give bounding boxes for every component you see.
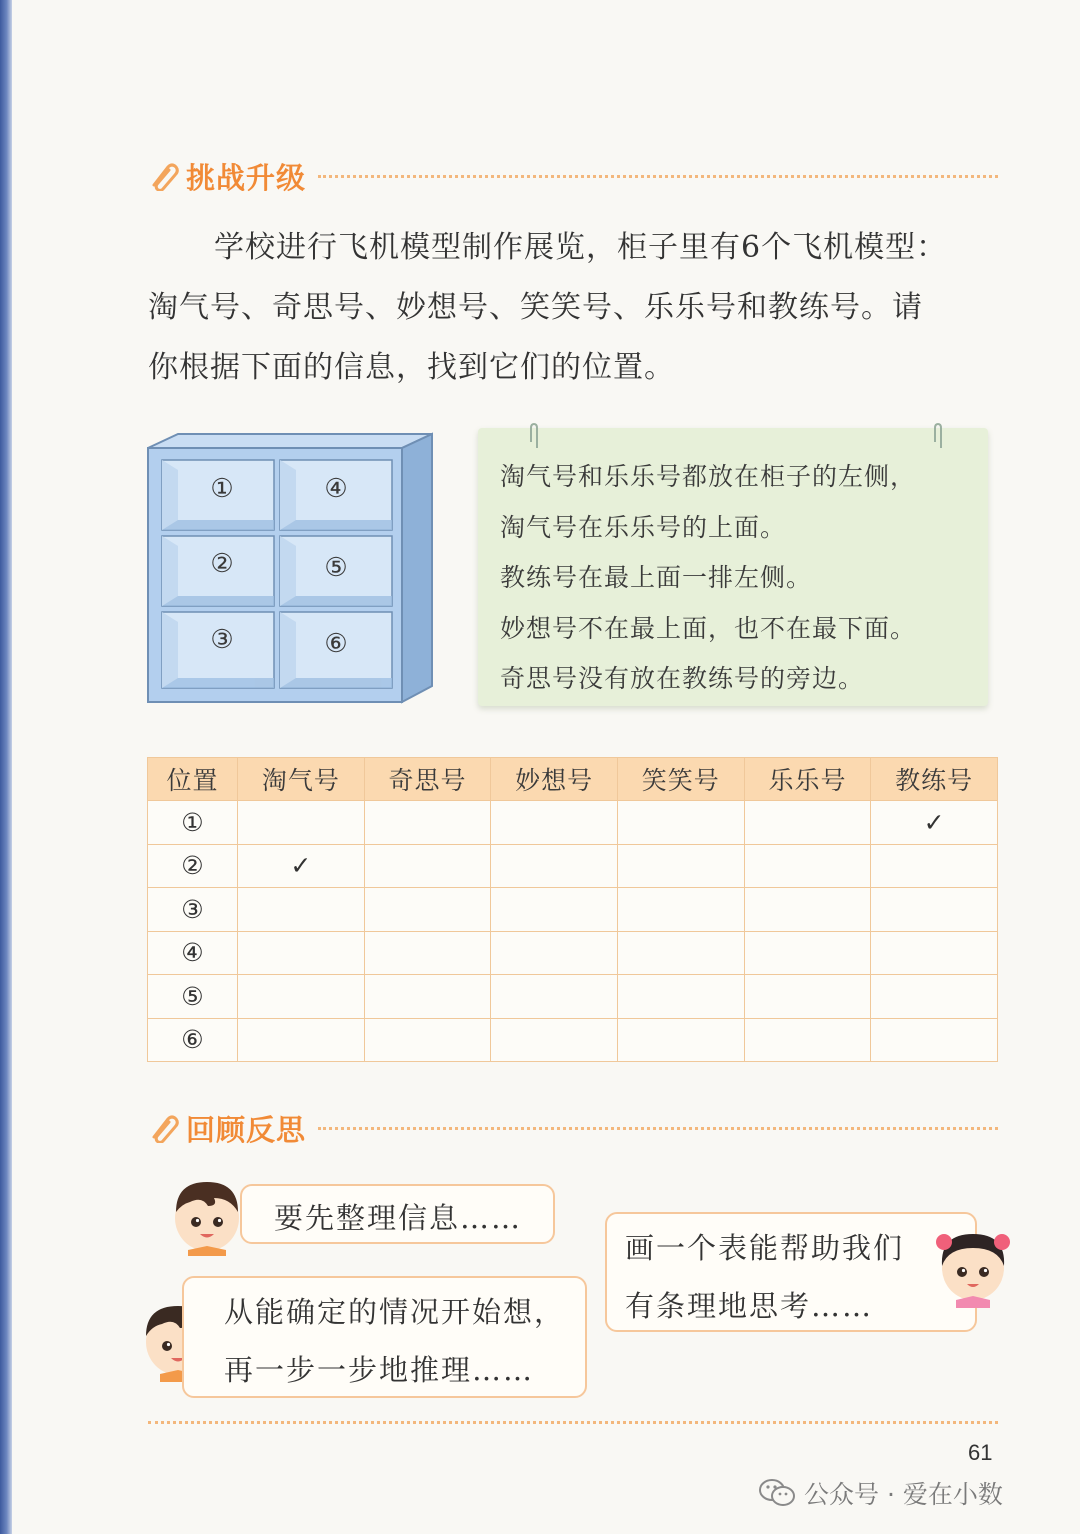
slot-label: ⑤ bbox=[324, 553, 348, 583]
table-row bbox=[148, 844, 998, 888]
table-cell[interactable] bbox=[617, 931, 744, 975]
problem-paragraph bbox=[148, 218, 1000, 398]
clue-line: 教练号在最上面一排左侧。 bbox=[500, 563, 813, 592]
table-cell[interactable] bbox=[491, 931, 618, 975]
watermark-text: 公众号 · 爱在小数 bbox=[804, 1480, 1003, 1509]
table-cell[interactable] bbox=[491, 844, 618, 888]
table-cell[interactable] bbox=[364, 975, 491, 1019]
table-cell[interactable] bbox=[744, 801, 871, 845]
table-header-cell: 淘气号 bbox=[238, 758, 365, 801]
table-cell[interactable] bbox=[364, 1018, 491, 1062]
table-cell[interactable] bbox=[617, 1018, 744, 1062]
table-cell[interactable] bbox=[491, 888, 618, 932]
position-cell: ⑥ bbox=[148, 1018, 238, 1062]
table-header-cell: 乐乐号 bbox=[744, 758, 871, 801]
table-cell[interactable] bbox=[238, 931, 365, 975]
position-cell: ④ bbox=[148, 931, 238, 975]
bubble-text: 有条理地思考…… bbox=[625, 1289, 874, 1323]
paperclip-icon bbox=[530, 422, 544, 450]
clue-list bbox=[500, 452, 980, 705]
table-cell[interactable] bbox=[491, 975, 618, 1019]
table-cell[interactable] bbox=[364, 801, 491, 845]
table-header-cell: 奇思号 bbox=[364, 758, 491, 801]
table-header-cell: 教练号 bbox=[871, 758, 998, 801]
challenge-heading bbox=[148, 154, 998, 198]
table-cell[interactable] bbox=[744, 931, 871, 975]
table-row bbox=[148, 931, 998, 975]
clue-line: 淘气号在乐乐号的上面。 bbox=[500, 512, 787, 542]
watermark bbox=[758, 1475, 1003, 1511]
position-cell: ③ bbox=[148, 888, 238, 932]
bubble-text: 要先整理信息…… bbox=[274, 1201, 523, 1235]
cabinet-illustration bbox=[140, 432, 440, 714]
paragraph-line: 学校进行飞机模型制作展览，柜子里有6个飞机模型： bbox=[214, 230, 948, 265]
paragraph-line: 你根据下面的信息，找到它们的位置。 bbox=[148, 350, 675, 385]
boy-avatar-icon bbox=[168, 1172, 246, 1256]
table-cell[interactable] bbox=[744, 1018, 871, 1062]
table-row bbox=[148, 801, 998, 845]
bubble-text: 从能确定的情况开始想， bbox=[224, 1295, 566, 1329]
review-heading bbox=[148, 1106, 998, 1150]
table-cell[interactable]: ✓ bbox=[871, 801, 998, 845]
clue-line: 妙想号不在最上面，也不在最下面。 bbox=[500, 613, 917, 643]
table-cell[interactable] bbox=[364, 931, 491, 975]
table-cell[interactable] bbox=[744, 844, 871, 888]
position-cell: ⑤ bbox=[148, 975, 238, 1019]
table-cell[interactable] bbox=[238, 888, 365, 932]
table-cell[interactable] bbox=[238, 1018, 365, 1062]
cabinet-side bbox=[402, 434, 432, 702]
slot-label: ③ bbox=[210, 625, 234, 655]
girl-avatar-icon bbox=[932, 1222, 1014, 1308]
slot-label: ② bbox=[210, 549, 234, 579]
table-cell[interactable]: ✓ bbox=[238, 844, 365, 888]
table-cell[interactable] bbox=[744, 888, 871, 932]
speech-bubble bbox=[240, 1184, 555, 1244]
table-cell[interactable] bbox=[871, 844, 998, 888]
paperclip-icon bbox=[934, 422, 948, 450]
clue-line: 奇思号没有放在教练号的旁边。 bbox=[500, 664, 865, 693]
bubble-text: 画一个表能帮助我们 bbox=[625, 1231, 905, 1265]
bubble-text: 再一步一步地推理…… bbox=[224, 1353, 535, 1387]
slot-label: ⑥ bbox=[324, 629, 348, 659]
table-header-row bbox=[148, 758, 998, 801]
footer-dotted-rule bbox=[148, 1421, 998, 1424]
table-row bbox=[148, 888, 998, 932]
table-cell[interactable] bbox=[617, 844, 744, 888]
paragraph-line: 淘气号、奇思号、妙想号、笑笑号、乐乐号和教练号。请 bbox=[148, 290, 923, 325]
book-spine-edge bbox=[0, 0, 12, 1534]
table-header-cell: 位置 bbox=[148, 758, 238, 801]
slot-label: ④ bbox=[324, 474, 348, 504]
review-title: 回顾反思 bbox=[186, 1112, 307, 1147]
table-cell[interactable] bbox=[871, 1018, 998, 1062]
clue-line: 淘气号和乐乐号都放在柜子的左侧， bbox=[500, 462, 917, 491]
table-cell[interactable] bbox=[744, 975, 871, 1019]
heading-dotted-rule bbox=[318, 175, 998, 178]
table-cell[interactable] bbox=[617, 801, 744, 845]
position-cell: ② bbox=[148, 844, 238, 888]
table-row bbox=[148, 1018, 998, 1062]
table-cell[interactable] bbox=[871, 975, 998, 1019]
table-header-cell: 笑笑号 bbox=[617, 758, 744, 801]
paperclip-icon bbox=[148, 161, 180, 191]
table-cell[interactable] bbox=[871, 931, 998, 975]
table-cell[interactable] bbox=[617, 975, 744, 1019]
table-row bbox=[148, 975, 998, 1019]
table-cell[interactable] bbox=[617, 888, 744, 932]
paperclip-icon bbox=[148, 1113, 180, 1143]
speech-bubble bbox=[605, 1212, 977, 1332]
page-number: 61 bbox=[968, 1440, 993, 1465]
table-header-cell: 妙想号 bbox=[491, 758, 618, 801]
wechat-icon bbox=[758, 1477, 796, 1509]
heading-dotted-rule bbox=[318, 1127, 998, 1130]
table-cell[interactable] bbox=[364, 844, 491, 888]
table-cell[interactable] bbox=[364, 888, 491, 932]
challenge-title: 挑战升级 bbox=[186, 160, 307, 195]
clue-note bbox=[478, 428, 988, 706]
table-cell[interactable] bbox=[491, 801, 618, 845]
table-cell[interactable] bbox=[871, 888, 998, 932]
position-cell: ① bbox=[148, 801, 238, 845]
table-cell[interactable] bbox=[491, 1018, 618, 1062]
table-cell[interactable] bbox=[238, 975, 365, 1019]
slot-label: ① bbox=[210, 474, 234, 504]
position-table bbox=[147, 757, 998, 1062]
cabinet-top bbox=[148, 434, 432, 448]
speech-bubble bbox=[182, 1276, 587, 1398]
table-cell[interactable] bbox=[238, 801, 365, 845]
